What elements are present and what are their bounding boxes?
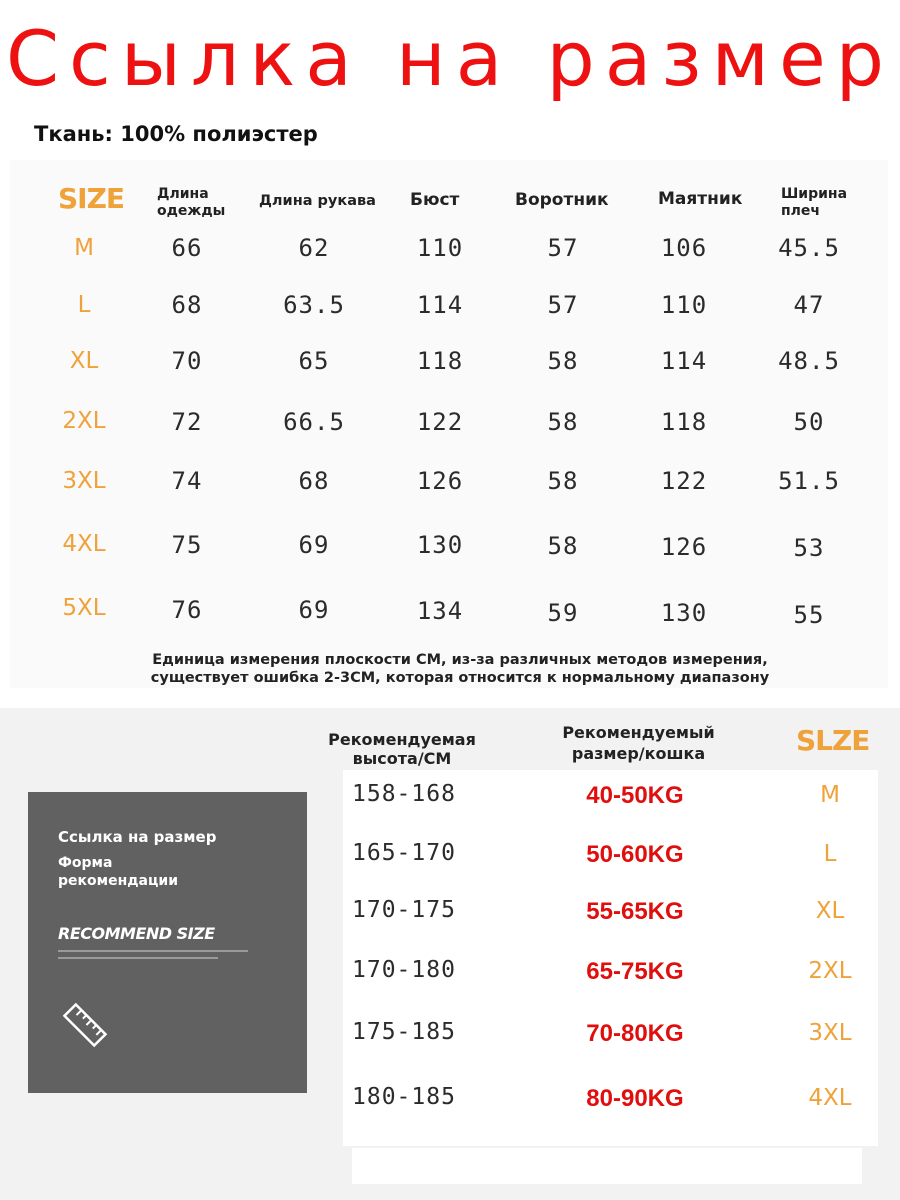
value-cell: 70 xyxy=(171,347,203,375)
size-cell: 2XL xyxy=(62,408,106,434)
value-cell: 68 xyxy=(171,291,203,319)
height-cell: 170-180 xyxy=(352,957,456,983)
size-cell: 3XL xyxy=(808,1020,852,1046)
value-cell: 114 xyxy=(416,291,464,319)
value-cell: 51.5 xyxy=(778,467,840,495)
value-cell: 57 xyxy=(547,234,579,262)
header-bust: Бюст xyxy=(410,190,460,210)
header-shoulder-width: Ширина плеч xyxy=(781,186,848,219)
value-cell: 57 xyxy=(547,291,579,319)
header-sleeve-length: Длина рукава xyxy=(259,193,376,209)
height-cell: 165-170 xyxy=(352,840,456,866)
size-cell: L xyxy=(77,292,91,318)
size-cell: XL xyxy=(815,898,845,924)
value-cell: 58 xyxy=(547,347,579,375)
value-cell: 72 xyxy=(171,408,203,436)
size-cell: 4XL xyxy=(808,1085,852,1111)
value-cell: 48.5 xyxy=(778,347,840,375)
header-collar: Воротник xyxy=(515,190,609,210)
recommend-card xyxy=(28,792,307,1093)
size-cell: L xyxy=(823,841,837,867)
value-cell: 114 xyxy=(660,347,708,375)
value-cell: 75 xyxy=(171,531,203,559)
size-cell: 5XL xyxy=(62,595,106,621)
value-cell: 122 xyxy=(416,408,464,436)
size-cell: 4XL xyxy=(62,531,106,557)
size-cell: XL xyxy=(69,348,99,374)
recommend-table-footer xyxy=(352,1148,862,1184)
size-cell: M xyxy=(74,235,94,261)
weight-cell: 80-90KG xyxy=(586,1085,684,1112)
value-cell: 69 xyxy=(298,531,330,559)
size-cell: 3XL xyxy=(62,468,106,494)
value-cell: 58 xyxy=(547,467,579,495)
size-logo: SIZE xyxy=(58,182,125,215)
value-cell: 58 xyxy=(547,408,579,436)
height-cell: 158-168 xyxy=(352,781,456,807)
header-hem: Маятник xyxy=(658,189,743,209)
value-cell: 68 xyxy=(298,467,330,495)
value-cell: 74 xyxy=(171,467,203,495)
note-line: существует ошибка 2-3CM, которая относится к нормальному диапазону xyxy=(150,670,770,686)
weight-cell: 70-80KG xyxy=(586,1020,684,1047)
note-line: Единица измерения плоскости CM, из-за различных методов измерения, xyxy=(152,652,768,668)
value-cell: 55 xyxy=(793,601,825,629)
value-cell: 66.5 xyxy=(283,408,345,436)
value-cell: 58 xyxy=(547,532,579,560)
card-subtitle: Форма рекомендации xyxy=(58,855,178,889)
measurement-note xyxy=(150,651,770,687)
height-cell: 170-175 xyxy=(352,897,456,923)
value-cell: 53 xyxy=(793,534,825,562)
value-cell: 50 xyxy=(793,408,825,436)
ruler-icon xyxy=(60,1000,110,1050)
value-cell: 45.5 xyxy=(778,234,840,262)
value-cell: 62 xyxy=(298,234,330,262)
value-cell: 69 xyxy=(298,596,330,624)
header-recommended-weight: Рекомендуемый размер/кошка xyxy=(562,723,715,763)
value-cell: 126 xyxy=(660,533,708,561)
card-label: RECOMMEND SIZE xyxy=(58,924,215,943)
value-cell: 63.5 xyxy=(283,291,345,319)
value-cell: 47 xyxy=(793,291,825,319)
value-cell: 122 xyxy=(660,467,708,495)
value-cell: 106 xyxy=(660,234,708,262)
value-cell: 118 xyxy=(660,408,708,436)
size-cell: 2XL xyxy=(808,958,852,984)
value-cell: 76 xyxy=(171,596,203,624)
card-decor-line xyxy=(58,950,248,952)
height-cell: 180-185 xyxy=(352,1084,456,1110)
value-cell: 110 xyxy=(416,234,464,262)
value-cell: 126 xyxy=(416,467,464,495)
value-cell: 110 xyxy=(660,291,708,319)
value-cell: 59 xyxy=(547,599,579,627)
value-cell: 118 xyxy=(416,347,464,375)
header-clothing-length: Длина одежды xyxy=(157,186,226,219)
card-title: Ссылка на размер xyxy=(58,828,217,846)
size-cell: M xyxy=(820,782,840,808)
header-recommended-height: Рекомендуемая высота/CM xyxy=(328,730,476,768)
weight-cell: 50-60KG xyxy=(586,841,684,868)
value-cell: 130 xyxy=(416,531,464,559)
fabric-label: Ткань: 100% полиэстер xyxy=(34,122,318,146)
value-cell: 130 xyxy=(660,599,708,627)
page-title: Ссылка на размер xyxy=(5,14,895,103)
size-logo: SLZE xyxy=(796,724,870,757)
value-cell: 134 xyxy=(416,597,464,625)
weight-cell: 40-50KG xyxy=(586,782,684,809)
height-cell: 175-185 xyxy=(352,1019,456,1045)
weight-cell: 55-65KG xyxy=(586,898,684,925)
value-cell: 66 xyxy=(171,234,203,262)
weight-cell: 65-75KG xyxy=(586,958,684,985)
card-decor-line xyxy=(58,957,218,959)
value-cell: 65 xyxy=(298,347,330,375)
